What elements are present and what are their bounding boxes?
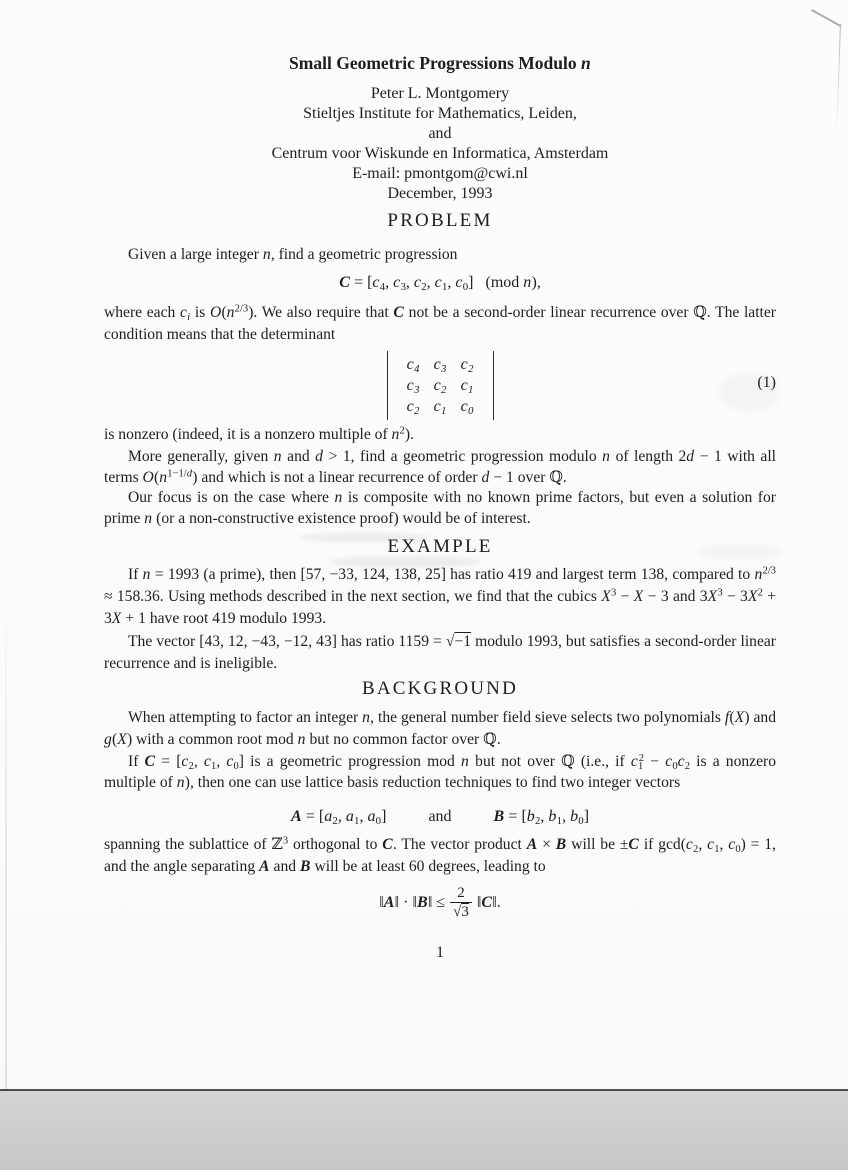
equation-number: (1): [757, 374, 776, 391]
matrix-cell: $c_1$: [433, 397, 447, 417]
norm-inequality-lhs: ‖A‖ · ‖B‖ ≤: [379, 894, 446, 911]
paper-title: Small Geometric Progressions Modulo n: [289, 53, 591, 73]
matrix-cell: $c_1$: [460, 376, 474, 396]
matrix-cell: $c_3$: [433, 355, 447, 375]
author-name: Peter L. Montgomery: [370, 85, 510, 102]
paragraph-spanning: spanning the sublattice of ℤ$^3$ orthogonal to C. The vector product A × B will be ±C if $\gcd(c_2$, $c_1$, $c_0) = 1$, and the angle separating A and B will be at least 60 degrees, leading to: [104, 835, 777, 875]
paragraph-nfs: When attempting to factor an integer n, the general number field sieve selects two polynomials f(X) and g(X) with a common root mod n but no common factor over ℚ.: [104, 709, 776, 748]
paragraph-where: where each $c_i$ is $O(n^{2/3})$. We also require that C not be a second-order linear recurrence over ℚ. The latter condition means that the determinant: [104, 303, 777, 343]
date-line: December, 1993: [387, 185, 493, 202]
page-number: 1: [436, 944, 444, 961]
determinant-matrix: [387, 351, 494, 420]
left-edge-shadow: [5, 590, 7, 1089]
paragraph-nonzero: is nonzero (indeed, it is a nonzero multiple of $n^2$).: [104, 425, 414, 443]
matrix-cell: $c_2$: [433, 376, 447, 396]
affiliation-line: Centrum voor Wiskunde en Informatica, Amsterdam: [271, 145, 609, 162]
section-heading-problem: PROBLEM: [387, 210, 493, 231]
equation-progression: $C = [c_4$, $c_3$, $c_2$, $c_1$, $c_0$] (mod n),: [339, 274, 541, 294]
fraction-denominator: √3: [450, 902, 472, 921]
matrix-cell: $c_2$: [460, 355, 474, 375]
paragraph-example-1: If n = 1993 (a prime), then [57, −33, 124, 138, 25] has ratio 419 and largest term 138, compared to $n^{2/3} \approx 158.36$. Using methods described in the next section, we find that the cubics $X^3 - X - 3$ and $3X^3 - 3X^2 + 3X + 1$ have root 419 modulo 1993.: [104, 565, 776, 627]
author-block: [104, 84, 776, 204]
paragraph-example-2: The vector [43, 12, −43, −12, 43] has ratio 1159 = √−1 modulo 1993, but satisfies a second-order linear recurrence and is ineligible.: [104, 633, 776, 672]
equation-vectors: [104, 808, 776, 826]
equation-conjunction: and: [428, 808, 452, 825]
section-heading-example: EXAMPLE: [387, 536, 493, 557]
equation-norm-bound: [104, 878, 776, 928]
email-line: E-mail: pmontgom@cwi.nl: [352, 165, 528, 182]
vector-b-definition: $B = [b_2$, $b_1$, $b_0$]: [493, 808, 590, 828]
matrix-cell: $c_2$: [406, 397, 420, 417]
norm-inequality-rhs: ‖C‖.: [476, 894, 501, 911]
paragraph-given: Given a large integer n, find a geometric progression: [128, 246, 458, 263]
affiliation-conjunction: and: [428, 125, 452, 142]
paragraph-our-focus: Our focus is on the case where n is composite with no known prime factors, but even a solution for prime n (or a non-constructive existence proof) would be of interest.: [104, 489, 776, 527]
matrix-cell: $c_3$: [406, 376, 420, 396]
section-heading-background: BACKGROUND: [361, 678, 519, 699]
fraction: [450, 885, 472, 922]
vector-a-definition: $A = [a_2$, $a_1$, $a_0$]: [290, 808, 387, 828]
paragraph-more-generally: More generally, given n and d > 1, find a geometric progression modulo n of length 2d − 1 with all terms $O(n^{1-1/d})$ and which is not a linear recurrence of order d − 1 over ℚ.: [104, 448, 777, 486]
fraction-numerator: 2: [457, 884, 465, 901]
determinant-block: [104, 351, 776, 417]
paragraph-lattice: If $C = [c_2$, $c_1$, $c_0$] is a geometric progression mod n but not over ℚ (i.e., if $c_1^2 - c_0c_2$ is a nonzero multiple of n), then one can use lattice basis reduction techniques to find two integer vectors: [104, 752, 777, 791]
scan-fold-line: [836, 24, 841, 136]
affiliation-line: Stieltjes Institute for Mathematics, Leiden,: [303, 105, 577, 122]
matrix-cell: $c_4$: [406, 355, 420, 375]
matrix-cell: $c_0$: [460, 397, 474, 417]
scan-scratch-mark: [811, 9, 842, 27]
